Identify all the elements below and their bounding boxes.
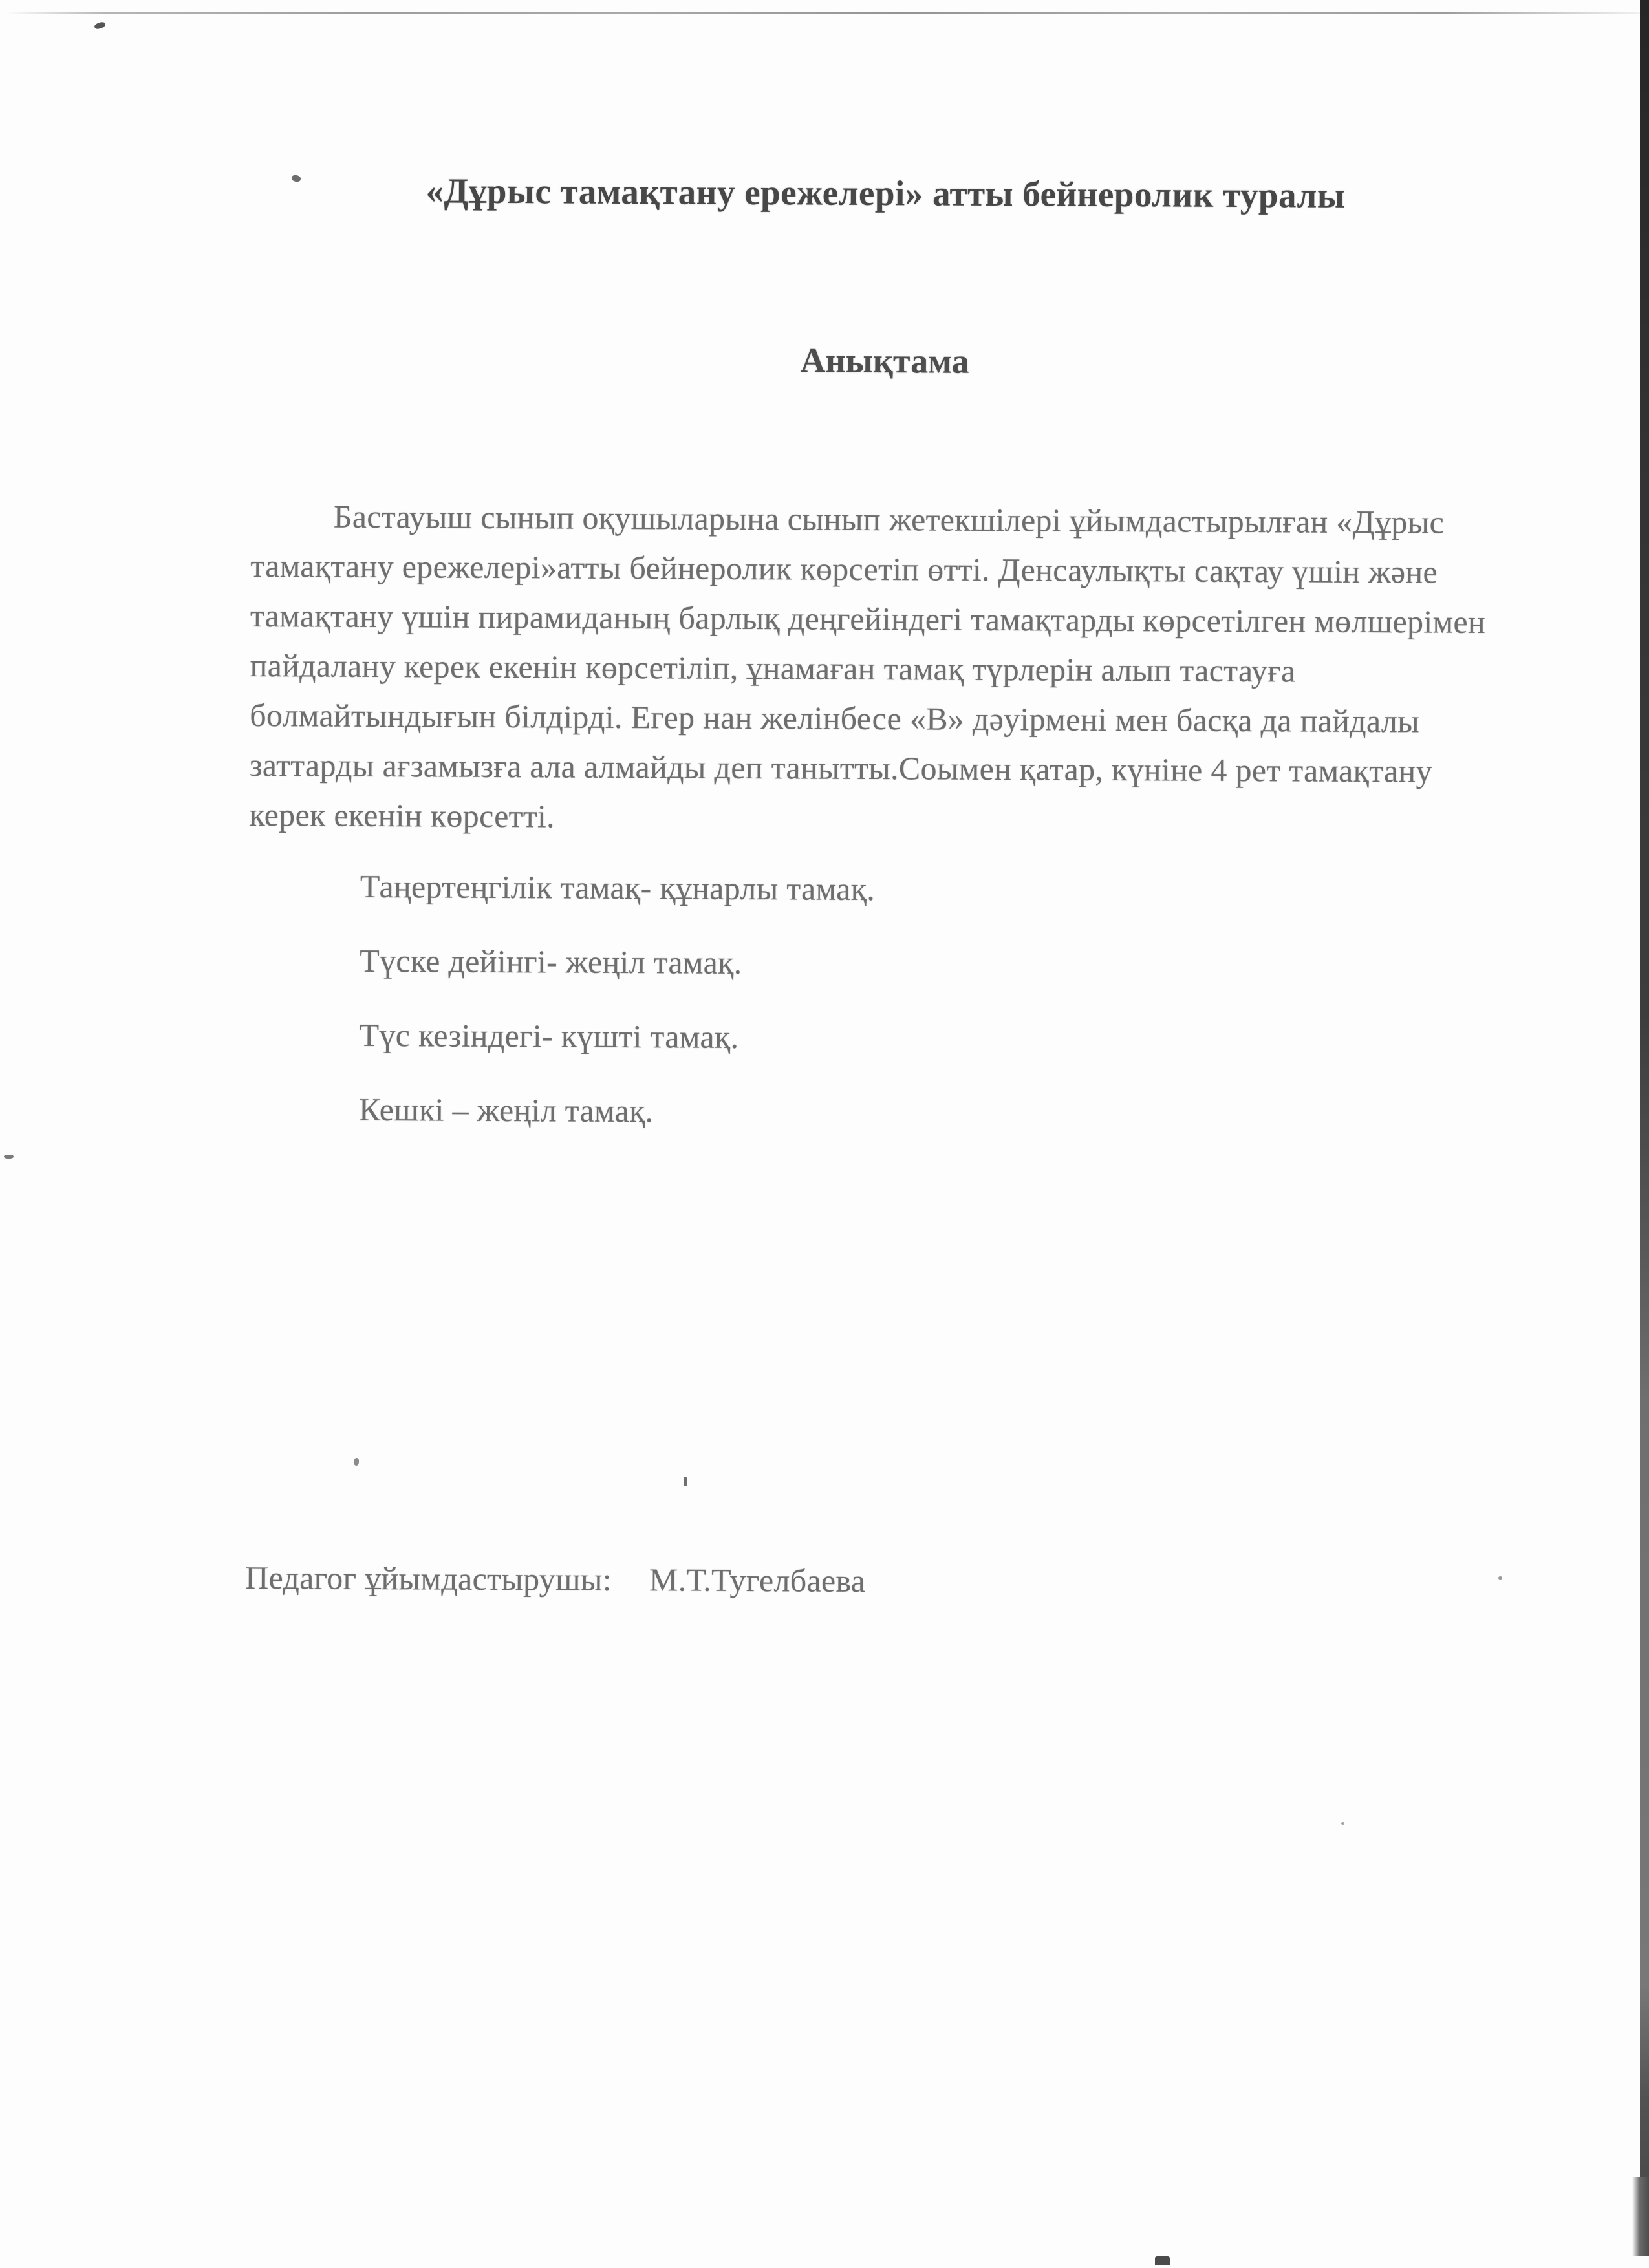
scan-speck: [94, 21, 106, 30]
document-content: [245, 0, 1520, 1609]
scan-artifact-right-edge-strip: [1640, 0, 1649, 2256]
meal-line-morning: Таңертеңгілік тамақ- құнарлы тамақ.: [360, 868, 876, 908]
document-title: «Дұрыс тамақтану ережелері» атты бейнеролик туралы: [426, 171, 1346, 215]
signature-name: М.Т.Тугелбаева: [649, 1561, 866, 1599]
signature-line: [245, 1553, 1511, 1609]
scan-speck: [1155, 2256, 1170, 2265]
scan-speck: [1341, 1822, 1344, 1825]
scan-speck: [4, 1155, 14, 1159]
meal-line-evening: Кешкі – жеңіл тамақ.: [358, 1091, 654, 1129]
body-paragraph: Бастауыш сынып оқушыларына сынып жетекшілері ұйымдастырылған «Дұрыс тамақтану ережелері»атты бейнеролик көрсетіп өтті. Денсаулықты сақтау үшін және тамақтану үшін пирамиданың барлық деңгейіндегі тамақтарды көрсетілген мөлшерімен пайдалану керек екенін көрсетіліп, ұнамаған тамақ түрлерін алып тастауға болмайтындығын білдірді. Егер нан желінбесе «В» дәуірмені мен басқа да пайдалы заттарды ағзамызға ала алмайды деп танытты.Соымен қатар, күніне 4 рет тамақтану керек екенін көрсетті.: [249, 498, 1486, 835]
document-subtitle: Анықтама: [800, 341, 969, 381]
meal-line-noon: Түс кезіндегі- күшті тамақ.: [359, 1016, 739, 1055]
meal-line-before-noon: Түске дейінгі- жеңіл тамақ.: [360, 942, 742, 981]
signature-label: Педагог ұйымдастырушы:: [245, 1559, 612, 1598]
scan-artifact-right-edge-foot: [1632, 2177, 1649, 2256]
